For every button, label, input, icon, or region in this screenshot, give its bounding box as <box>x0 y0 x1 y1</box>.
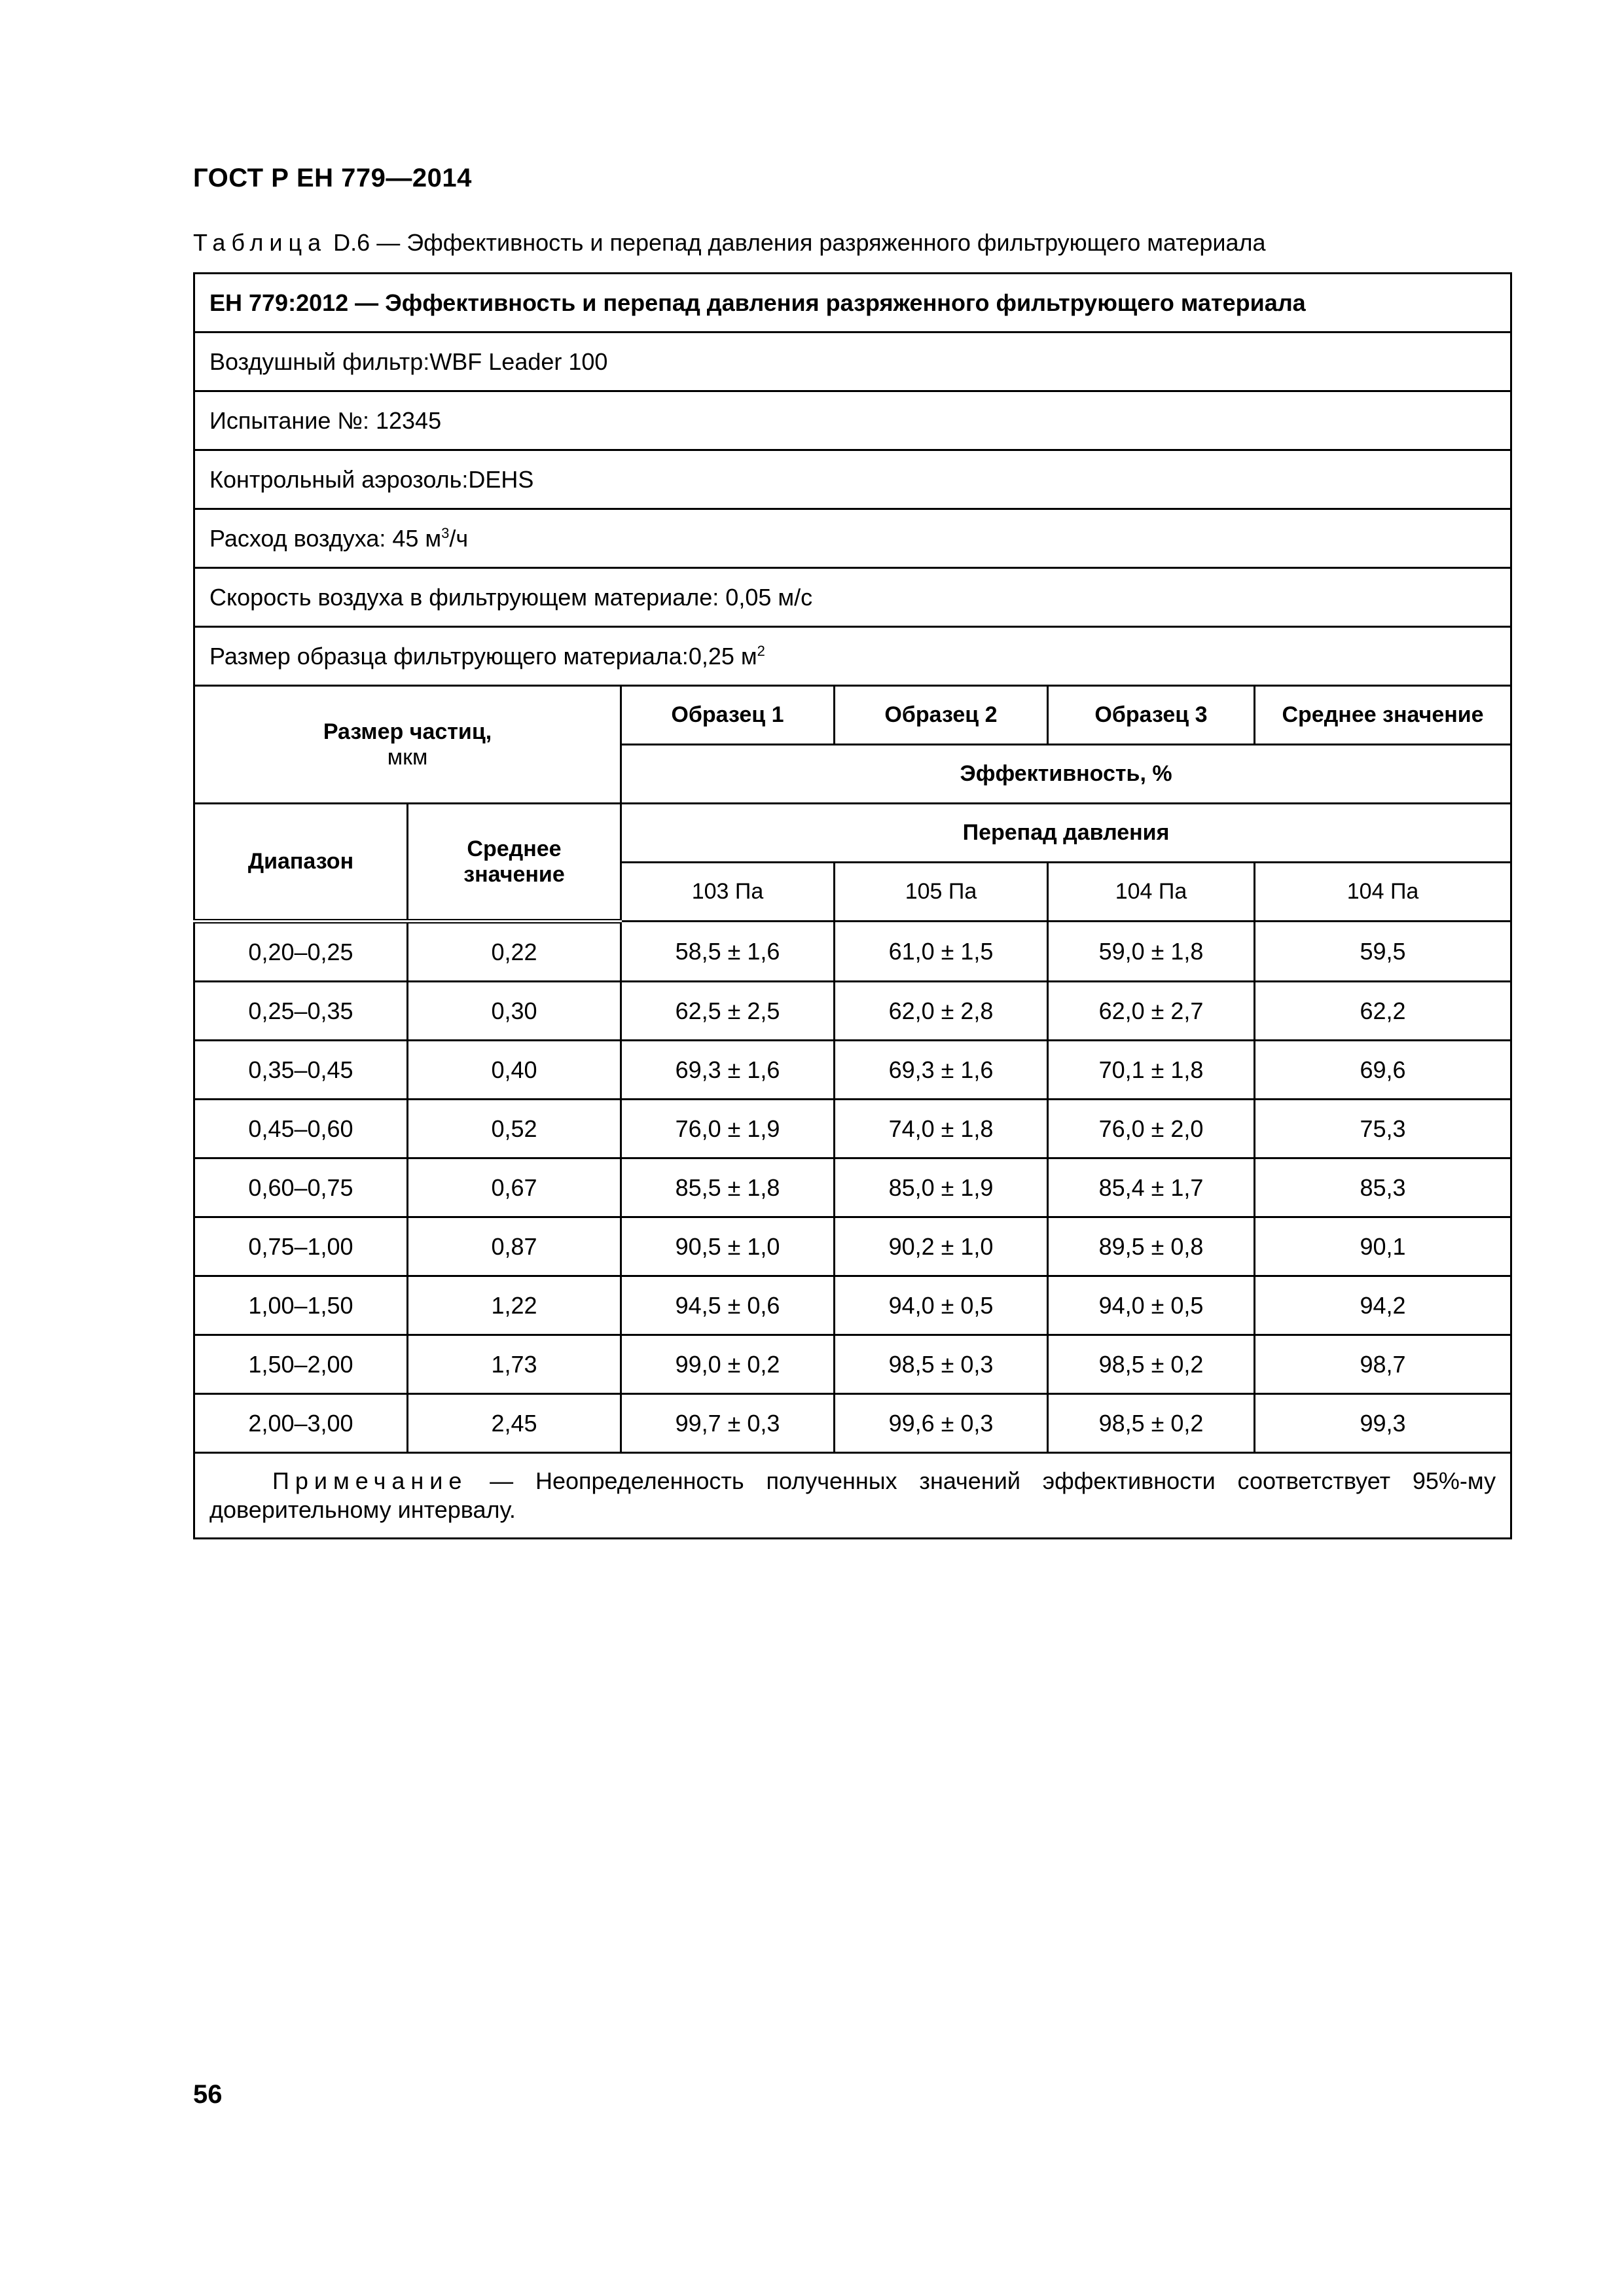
info-row-sample-size <box>194 627 1511 686</box>
range-cell: 1,50–2,00 <box>194 1335 408 1394</box>
mean-size-cell: 0,40 <box>408 1041 621 1100</box>
table-row <box>194 1276 1511 1335</box>
test-number-text: Испытание №: 12345 <box>194 391 1511 450</box>
sample3-cell: 85,4 ± 1,7 <box>1048 1158 1255 1217</box>
mean-size-cell: 0,87 <box>408 1217 621 1276</box>
pressure-sample1: 103 Па <box>621 863 835 922</box>
sample2-cell: 69,3 ± 1,6 <box>835 1041 1048 1100</box>
note-text: — Неопределенность полученных значений эффективности соответствует 95%-му доверительному интервалу. <box>209 1467 1496 1523</box>
info-row-air-filter <box>194 332 1511 391</box>
table-title-row <box>194 274 1511 332</box>
air-filter-text: Воздушный фильтр:WBF Leader 100 <box>194 332 1511 391</box>
sample1-cell: 69,3 ± 1,6 <box>621 1041 835 1100</box>
aerosol-text: Контрольный аэрозоль:DEHS <box>194 450 1511 509</box>
mean-size-line1: Среднее <box>467 836 562 861</box>
pressure-drop-header: Перепад давления <box>621 804 1511 863</box>
range-cell: 0,75–1,00 <box>194 1217 408 1276</box>
info-row-aerosol <box>194 450 1511 509</box>
sample2-cell: 94,0 ± 0,5 <box>835 1276 1048 1335</box>
mean-size-header <box>408 804 621 922</box>
average-cell: 98,7 <box>1255 1335 1511 1394</box>
range-cell: 0,60–0,75 <box>194 1158 408 1217</box>
efficiency-table <box>193 272 1512 1539</box>
average-cell: 69,6 <box>1255 1041 1511 1100</box>
sample-size-exponent: 2 <box>757 642 765 659</box>
info-row-velocity <box>194 568 1511 627</box>
sample1-cell: 85,5 ± 1,8 <box>621 1158 835 1217</box>
sample3-cell: 98,5 ± 0,2 <box>1048 1394 1255 1453</box>
table-title: ЕН 779:2012 — Эффективность и перепад давления разряженного фильтрующего материала <box>194 274 1511 332</box>
sample-size-cell <box>194 627 1511 686</box>
table-row <box>194 1100 1511 1158</box>
info-row-flow <box>194 509 1511 568</box>
mean-size-cell: 0,52 <box>408 1100 621 1158</box>
average-cell: 62,2 <box>1255 982 1511 1041</box>
sample2-cell: 61,0 ± 1,5 <box>835 922 1048 982</box>
page-number: 56 <box>193 2080 223 2109</box>
sample1-cell: 76,0 ± 1,9 <box>621 1100 835 1158</box>
caption-label: Таблица <box>193 229 327 256</box>
table-row <box>194 1394 1511 1453</box>
average-cell: 59,5 <box>1255 922 1511 982</box>
efficiency-header: Эффективность, % <box>621 745 1511 804</box>
sample3-cell: 76,0 ± 2,0 <box>1048 1100 1255 1158</box>
document-header: ГОСТ Р ЕН 779—2014 <box>193 164 472 192</box>
pressure-sample3: 104 Па <box>1048 863 1255 922</box>
sample1-cell: 99,7 ± 0,3 <box>621 1394 835 1453</box>
sample3-cell: 94,0 ± 0,5 <box>1048 1276 1255 1335</box>
sample1-cell: 99,0 ± 0,2 <box>621 1335 835 1394</box>
header-row-samples <box>194 686 1511 745</box>
table-row <box>194 922 1511 982</box>
flow-rate-prefix: Расход воздуха: 45 м <box>209 524 442 552</box>
table-row <box>194 1041 1511 1100</box>
average-cell: 90,1 <box>1255 1217 1511 1276</box>
pressure-sample2: 105 Па <box>835 863 1048 922</box>
mean-size-line2: значение <box>463 861 565 887</box>
velocity-text: Скорость воздуха в фильтрующем материале: 0,05 м/с <box>194 568 1511 627</box>
particle-size-header <box>194 686 621 804</box>
range-cell: 2,00–3,00 <box>194 1394 408 1453</box>
average-cell: 75,3 <box>1255 1100 1511 1158</box>
sample1-cell: 62,5 ± 2,5 <box>621 982 835 1041</box>
range-cell: 0,35–0,45 <box>194 1041 408 1100</box>
mean-size-cell: 0,30 <box>408 982 621 1041</box>
range-header: Диапазон <box>194 804 408 922</box>
flow-rate-cell <box>194 509 1511 568</box>
mean-size-cell: 0,67 <box>408 1158 621 1217</box>
sample2-header: Образец 2 <box>835 686 1048 745</box>
flow-rate-exponent: 3 <box>441 524 450 541</box>
sample3-cell: 98,5 ± 0,2 <box>1048 1335 1255 1394</box>
table-row <box>194 982 1511 1041</box>
table-row <box>194 1335 1511 1394</box>
sample-size-prefix: Размер образца фильтрующего материала:0,25 м <box>209 642 757 670</box>
particle-size-label: Размер частиц, <box>323 719 492 744</box>
sample2-cell: 98,5 ± 0,3 <box>835 1335 1048 1394</box>
mean-size-cell: 2,45 <box>408 1394 621 1453</box>
sample2-cell: 99,6 ± 0,3 <box>835 1394 1048 1453</box>
sample1-cell: 58,5 ± 1,6 <box>621 922 835 982</box>
sample2-cell: 62,0 ± 2,8 <box>835 982 1048 1041</box>
range-cell: 0,20–0,25 <box>194 922 408 982</box>
range-cell: 1,00–1,50 <box>194 1276 408 1335</box>
caption-text: D.6 — Эффективность и перепад давления разряженного фильтрующего материала <box>333 229 1266 256</box>
sample2-cell: 90,2 ± 1,0 <box>835 1217 1048 1276</box>
range-cell: 0,25–0,35 <box>194 982 408 1041</box>
sample1-header: Образец 1 <box>621 686 835 745</box>
average-cell: 85,3 <box>1255 1158 1511 1217</box>
particle-size-unit: мкм <box>387 744 428 770</box>
sample3-header: Образец 3 <box>1048 686 1255 745</box>
range-cell: 0,45–0,60 <box>194 1100 408 1158</box>
table-row <box>194 1158 1511 1217</box>
mean-size-cell: 1,73 <box>408 1335 621 1394</box>
sample3-cell: 59,0 ± 1,8 <box>1048 922 1255 982</box>
note-cell <box>194 1453 1511 1539</box>
table-row <box>194 1217 1511 1276</box>
sample1-cell: 94,5 ± 0,6 <box>621 1276 835 1335</box>
flow-rate-suffix: /ч <box>449 524 469 552</box>
note-label: Примечание <box>272 1467 468 1494</box>
info-row-test <box>194 391 1511 450</box>
mean-value-header: Среднее значение <box>1255 686 1511 745</box>
header-row-pressure <box>194 804 1511 863</box>
sample2-cell: 74,0 ± 1,8 <box>835 1100 1048 1158</box>
note-row <box>194 1453 1511 1539</box>
mean-size-cell: 0,22 <box>408 922 621 982</box>
average-cell: 94,2 <box>1255 1276 1511 1335</box>
mean-size-cell: 1,22 <box>408 1276 621 1335</box>
pressure-mean: 104 Па <box>1255 863 1511 922</box>
table-caption <box>193 229 1266 257</box>
sample3-cell: 62,0 ± 2,7 <box>1048 982 1255 1041</box>
sample1-cell: 90,5 ± 1,0 <box>621 1217 835 1276</box>
sample3-cell: 70,1 ± 1,8 <box>1048 1041 1255 1100</box>
average-cell: 99,3 <box>1255 1394 1511 1453</box>
sample2-cell: 85,0 ± 1,9 <box>835 1158 1048 1217</box>
sample3-cell: 89,5 ± 0,8 <box>1048 1217 1255 1276</box>
